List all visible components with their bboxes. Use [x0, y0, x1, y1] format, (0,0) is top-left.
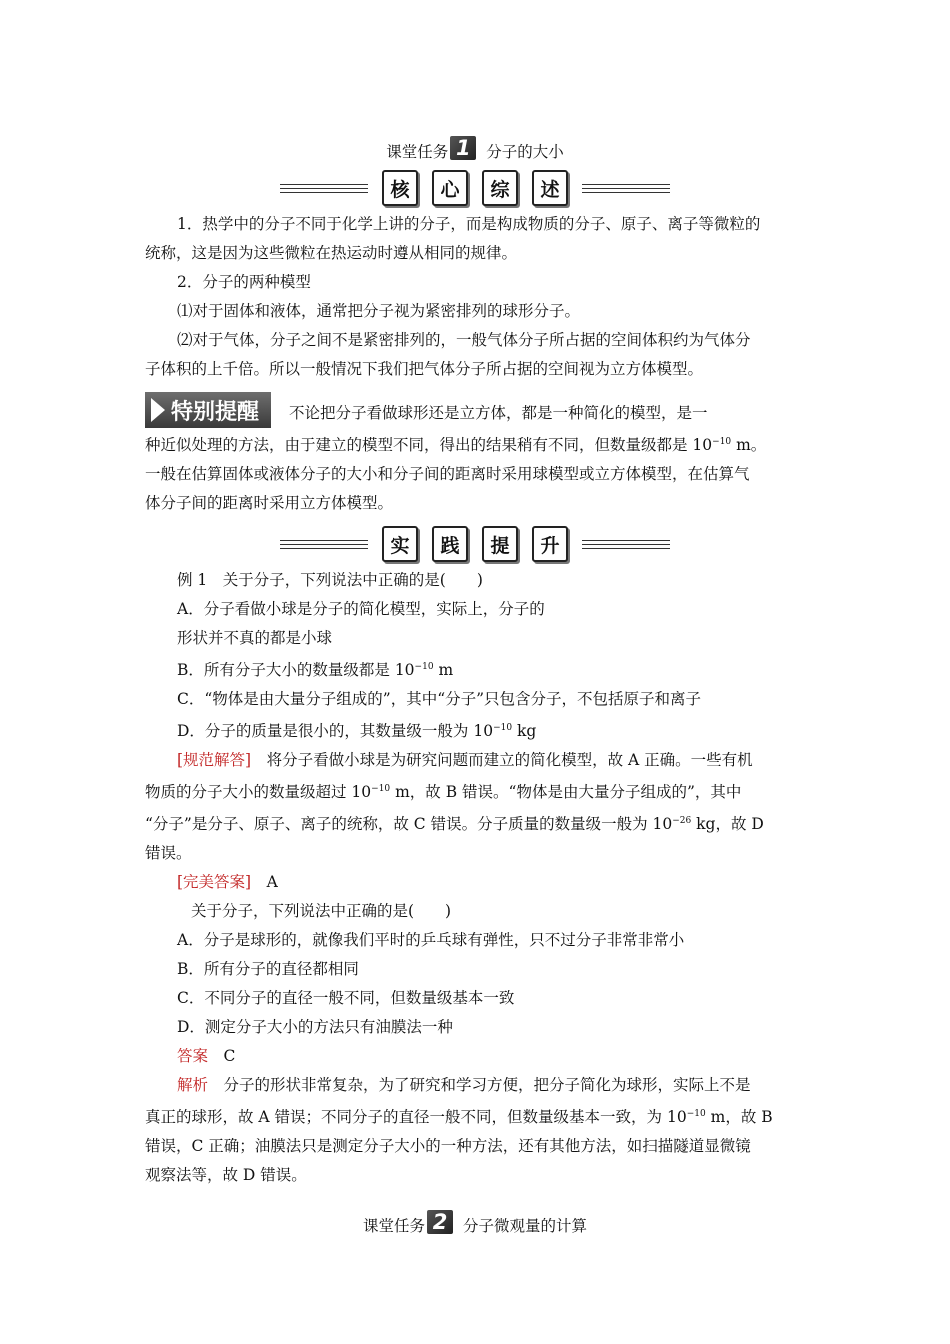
- text: D．分子的质量是很小的，其数量级一般为 10: [177, 722, 494, 740]
- text: A: [251, 873, 278, 891]
- solution-line: [145, 775, 805, 807]
- option-a: A．分子是球形的，就像我们平时的乒乓球有弹性，只不过分子非常非常小: [177, 931, 685, 949]
- text: kg，故 D: [691, 815, 764, 833]
- banner-rule-right: [582, 184, 670, 193]
- banner-char: 综: [482, 170, 518, 206]
- task2-number-badge: 2: [427, 1210, 453, 1234]
- text: 种近似处理的方法，由于建立的模型不同，得出的结果稍有不同，但数量级都是 10: [145, 436, 713, 454]
- paragraph: 2．分子的两种模型: [177, 273, 311, 291]
- answer-tag: [完美答案]: [177, 873, 252, 891]
- core-summary: [145, 210, 805, 384]
- option-d: D．测定分子大小的方法只有油膜法一种: [177, 1018, 453, 1036]
- banner-rule-left: [280, 540, 368, 549]
- task1-title: 分子的大小: [486, 143, 564, 161]
- superscript: −26: [672, 816, 692, 826]
- paragraph: 子体积的上千倍。所以一般情况下我们把气体分子所占据的空间视为立方体模型。: [145, 360, 704, 378]
- paragraph: 统称，这是因为这些微粒在热运动时遵从相同的规律。: [145, 244, 518, 262]
- superscript: −10: [712, 437, 732, 447]
- example-1: [145, 566, 805, 897]
- solution-line: [145, 807, 805, 839]
- text: 将分子看做小球是为研究问题而建立的简化模型，故 A 正确。一些有机: [251, 751, 753, 769]
- question: 例 1 关于分子，下列说法中正确的是( ): [177, 571, 483, 589]
- answer: [145, 1042, 805, 1071]
- superscript: −10: [686, 1109, 706, 1119]
- task2-title: 分子微观量的计算: [463, 1217, 588, 1235]
- banner-char: 心: [432, 170, 468, 206]
- banner-char: 践: [432, 526, 468, 562]
- text: B．所有分子大小的数量级都是 10: [177, 661, 415, 679]
- paragraph: ⑵对于气体，分子之间不是紧密排列的，一般气体分子所占据的空间体积约为气体分: [177, 331, 751, 349]
- explanation-line: 错误，C 正确；油膜法只是测定分子大小的一种方法，还有其他方法，如扫描隧道显微镜: [145, 1137, 751, 1155]
- option-a-cont: 形状并不真的都是小球: [177, 629, 333, 647]
- text: m。: [731, 436, 767, 454]
- answer: [145, 868, 805, 897]
- explanation-line: 观察法等，故 D 错误。: [145, 1166, 307, 1184]
- paragraph: ⑴对于固体和液体，通常把分子视为紧密排列的球形分子。: [177, 302, 581, 320]
- special-tip-badge: [145, 392, 271, 428]
- example-2: [145, 897, 805, 1190]
- text: kg: [512, 722, 537, 740]
- task1-number-badge: 1: [450, 136, 476, 160]
- option-c: C．不同分子的直径一般不同，但数量级基本一致: [177, 989, 515, 1007]
- banner-char: 实: [382, 526, 418, 562]
- paragraph: 不论把分子看做球形还是立方体，都是一种简化的模型，是一: [289, 404, 708, 422]
- document-page: [145, 0, 805, 1236]
- paragraph: 体分子间的距离时采用立方体模型。: [145, 494, 394, 512]
- special-tip-label: 特别提醒: [171, 399, 260, 425]
- task1-heading: [145, 128, 805, 162]
- solution-line: 错误。: [145, 844, 192, 862]
- core-summary-banner: [145, 168, 805, 208]
- paragraph: 1．热学中的分子不同于化学上讲的分子，而是构成物质的分子、原子、离子等微粒的: [177, 215, 761, 233]
- text: m，故 B 错误。“物体是由大量分子组成的”，其中: [390, 783, 742, 801]
- paragraph: 一般在估算固体或液体分子的大小和分子间的距离时采用球模型或立方体模型，在估算气: [145, 465, 750, 483]
- superscript: −10: [414, 662, 434, 672]
- task2-prefix: 课堂任务: [362, 1217, 425, 1235]
- banner-char: 提: [482, 526, 518, 562]
- task1-prefix: 课堂任务: [386, 143, 449, 161]
- text: 真正的球形，故 A 错误；不同分子的直径一般不同，但数量级基本一致，为 10: [145, 1108, 687, 1126]
- text: m，故 B: [705, 1108, 773, 1126]
- option-a: A．分子看做小球是分子的简化模型，实际上，分子的: [177, 600, 545, 618]
- text: C: [208, 1047, 236, 1065]
- text: 物质的分子大小的数量级超过 10: [145, 783, 372, 801]
- solution-tag: [规范解答]: [177, 751, 252, 769]
- banner-char: 述: [532, 170, 568, 206]
- banner-char: 升: [532, 526, 568, 562]
- task2-heading: [145, 1202, 805, 1236]
- text: “分子”是分子、原子、离子的统称，故 C 错误。分子质量的数量级一般为 10: [145, 815, 673, 833]
- special-tip: [145, 392, 805, 518]
- question: 关于分子，下列说法中正确的是( ): [191, 902, 452, 920]
- option-c: C．“物体是由大量分子组成的”，其中“分子”只包含分子，不包括原子和离子: [177, 690, 702, 708]
- practice-banner: [145, 524, 805, 564]
- explanation-tag: 解析: [177, 1076, 209, 1094]
- text: 分子的形状非常复杂，为了研究和学习方便，把分子简化为球形，实际上不是: [208, 1076, 751, 1094]
- superscript: −10: [493, 723, 513, 733]
- option-b: [145, 653, 805, 685]
- paragraph: [145, 428, 805, 460]
- banner-char: 核: [382, 170, 418, 206]
- explanation-line: [145, 1100, 805, 1132]
- option-b: B．所有分子的直径都相同: [177, 960, 359, 978]
- superscript: −10: [371, 784, 391, 794]
- banner-rule-left: [280, 184, 368, 193]
- option-d: [145, 714, 805, 746]
- answer-tag: 答案: [177, 1047, 209, 1065]
- banner-rule-right: [582, 540, 670, 549]
- explanation: [145, 1071, 805, 1100]
- solution: [145, 746, 805, 775]
- text: m: [433, 661, 454, 679]
- arrow-right-icon: [151, 398, 165, 422]
